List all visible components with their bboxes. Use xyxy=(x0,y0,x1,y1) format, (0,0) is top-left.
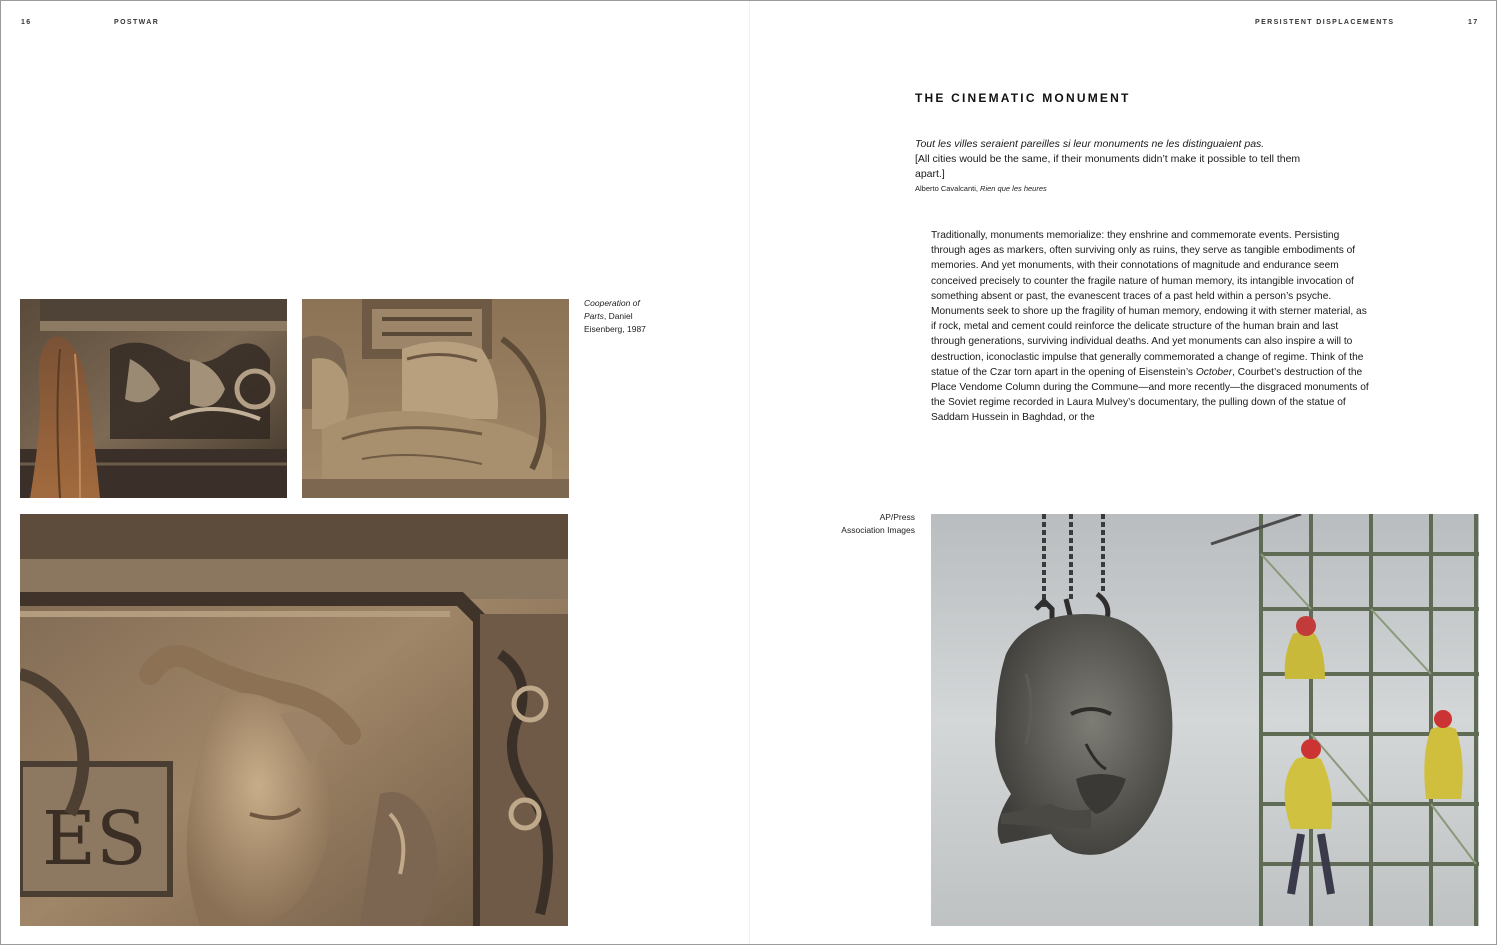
caption-cooperation-of-parts xyxy=(584,297,659,336)
body-part-1: Traditionally, monuments memorialize: they enshrine and commemorate events. Persisting through ages as markers, often surviving only as ruins, they serve as tangible embodiments of memories. And yet monuments, with their connotations of magnitude and endurance seem conceived precisely to counter the fragile nature of human memory, its intangible invocation of something absent or past, the evanescent traces of a past held within a person’s psyche. Monuments seek to shore up the fragility of human memory, endowing it with sterner material, as if rock, metal and cement could reinforce the delicate structure of the human brain and last through generations, surviving individual deaths. And yet monuments can also inspire a will to destruction, iconoclastic impulse that generally commemorated a change of regime. Think of the statue of the Czar torn apart in the opening of Eisenstein’s xyxy=(931,230,1367,378)
photo-relief-large xyxy=(20,514,568,926)
caption-film-title: Cooperation of Parts xyxy=(584,298,640,321)
photo-credit: AP/Press Association Images xyxy=(841,512,915,535)
epigraph-english: [All cities would be the same, if their monuments didn’t make it possible to tell them apart.] xyxy=(915,153,1301,180)
photo-headless-figures xyxy=(302,299,569,498)
body-part-2: , Courbet’s destruction of the Place Vendome Column during the Commune—and more recently—the disgraced monuments of the Soviet regime recorded in Laura Mulvey’s documentary, the pulling down of the statue of Saddam Hussein in Baghdad, or the xyxy=(931,366,1369,424)
epigraph-work: Rien que les heures xyxy=(980,184,1047,193)
relief-inscription: ES xyxy=(42,796,147,882)
right-folio: 17 xyxy=(1468,19,1479,26)
epigraph xyxy=(915,137,1335,182)
gutter xyxy=(749,1,750,944)
caption-credit: , Daniel Eisenberg, 1987 xyxy=(584,311,646,334)
left-folio: 16 xyxy=(21,19,32,26)
section-title: THE CINEMATIC MONUMENT xyxy=(915,91,1131,105)
left-running-head: POSTWAR xyxy=(114,19,160,26)
epigraph-attribution xyxy=(915,184,1047,193)
photo-relief-hair xyxy=(20,299,287,498)
photo-lenin-head xyxy=(931,514,1479,926)
body-film-title: October xyxy=(1195,366,1233,378)
body-paragraph xyxy=(931,228,1371,426)
epigraph-french: Tout les villes seraient pareilles si leur monuments ne les distinguaient pas. xyxy=(915,138,1265,150)
epigraph-author: Alberto Cavalcanti, xyxy=(915,184,981,193)
right-running-head: PERSISTENT DISPLACEMENTS xyxy=(1255,19,1395,26)
